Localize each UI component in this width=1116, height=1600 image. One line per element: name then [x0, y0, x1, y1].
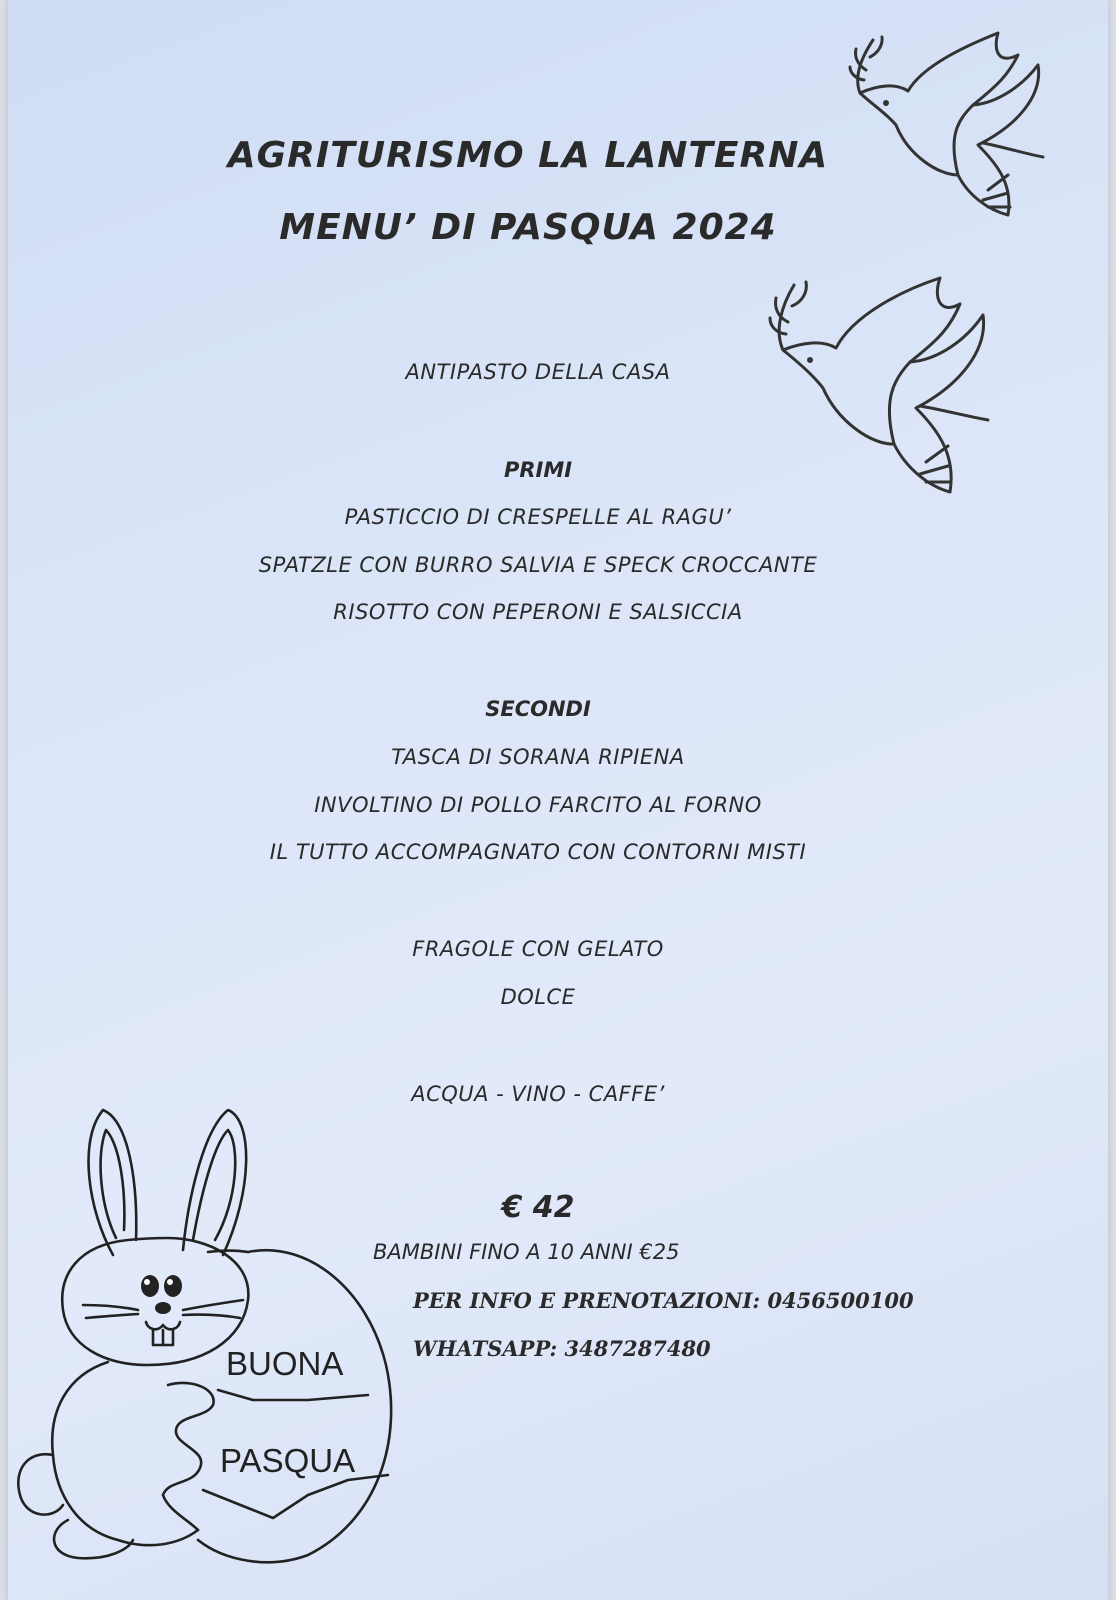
secondi-item: IL TUTTO ACCOMPAGNATO CON CONTORNI MISTI: [269, 840, 807, 864]
egg-text-pasqua: PASQUA: [220, 1442, 356, 1479]
secondi-item: TASCA DI SORANA RIPIENA: [391, 745, 685, 769]
children-price: BAMBINI FINO A 10 ANNI €25: [373, 1240, 680, 1264]
whatsapp-contact: WHATSAPP: 3487287480: [413, 1336, 711, 1361]
menu-subtitle: MENU’ DI PASQUA 2024: [279, 207, 777, 248]
menu-sheet: [8, 0, 1108, 1600]
secondi-heading: SECONDI: [485, 697, 591, 721]
dessert-item: FRAGOLE CON GELATO: [412, 937, 664, 961]
primi-heading: PRIMI: [503, 458, 573, 482]
menu-price: € 42: [501, 1190, 575, 1225]
restaurant-title: AGRITURISMO LA LANTERNA: [227, 135, 829, 176]
primi-item: SPATZLE CON BURRO SALVIA E SPECK CROCCANTE: [258, 553, 818, 577]
antipasto-item: ANTIPASTO DELLA CASA: [405, 360, 671, 384]
secondi-item: INVOLTINO DI POLLO FARCITO AL FORNO: [314, 793, 762, 817]
primi-item: RISOTTO CON PEPERONI E SALSICCIA: [333, 600, 743, 624]
primi-item: PASTICCIO DI CRESPELLE AL RAGU’: [344, 505, 732, 529]
dessert-item: DOLCE: [500, 985, 576, 1009]
easter-bunny-illustration: [8, 1100, 408, 1570]
drinks-item: ACQUA - VINO - CAFFE’: [411, 1082, 665, 1106]
phone-contact: PER INFO E PRENOTAZIONI: 0456500100: [413, 1288, 914, 1313]
egg-text-buona: BUONA: [226, 1345, 344, 1382]
dove-icon: [848, 25, 1058, 225]
